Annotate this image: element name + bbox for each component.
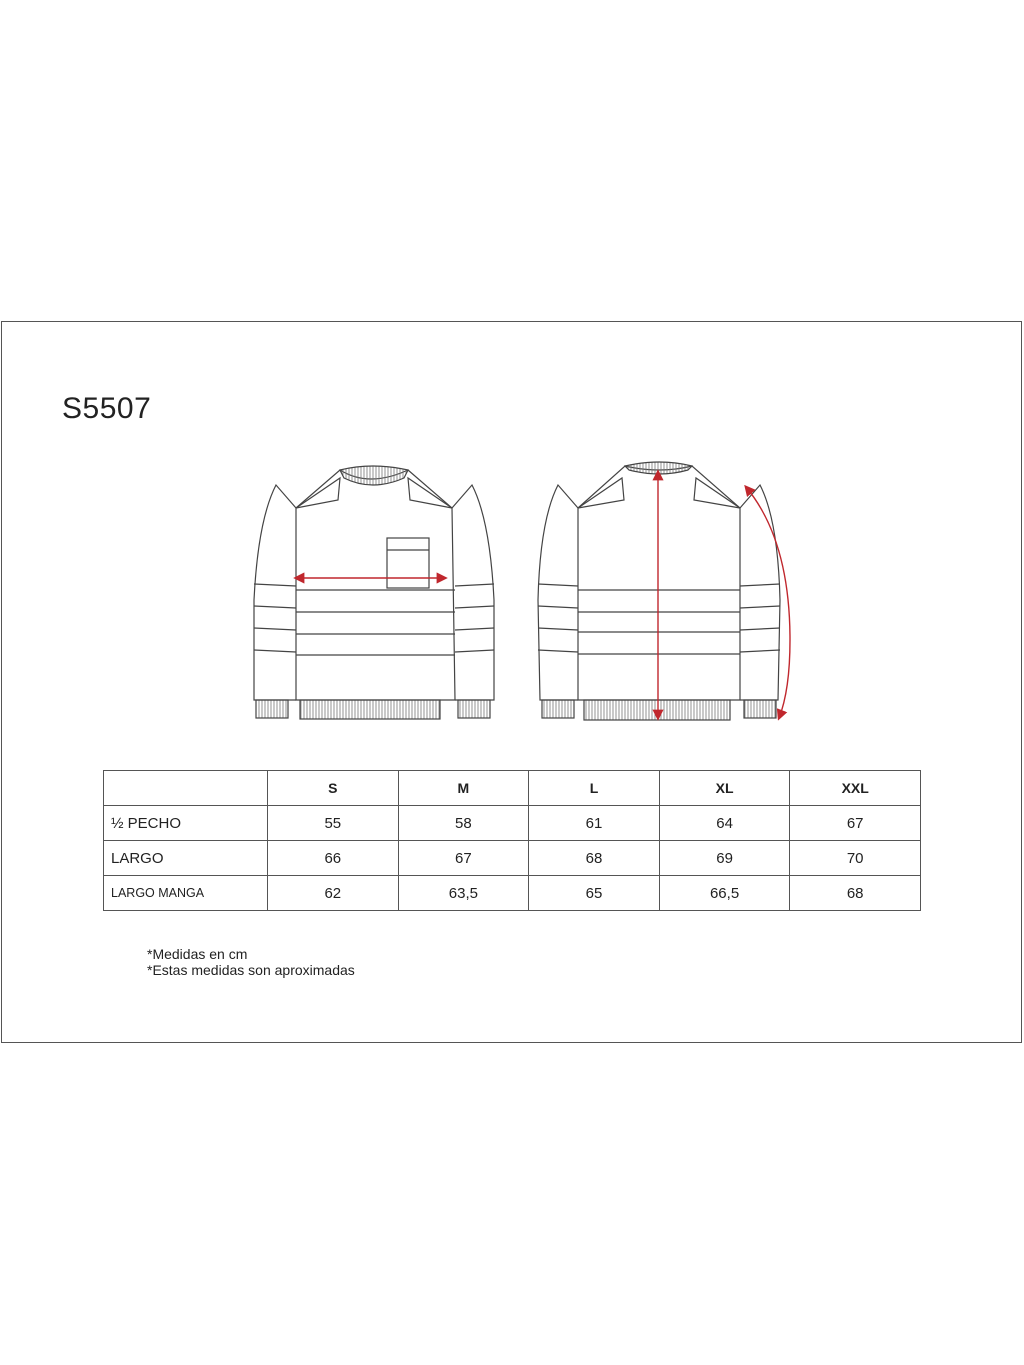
note-units: *Medidas en cm [147, 946, 248, 962]
table-cell: 64 [659, 806, 790, 841]
table-row [104, 841, 921, 876]
row-label: ½ PECHO [104, 806, 268, 841]
table-cell: 68 [790, 876, 921, 911]
sweater-back [538, 462, 780, 720]
row-label: LARGO MANGA [104, 876, 268, 911]
table-cell: 65 [529, 876, 660, 911]
table-header-cell: L [529, 771, 660, 806]
table-cell: 55 [268, 806, 399, 841]
table-header-cell: XL [659, 771, 790, 806]
table-cell: 62 [268, 876, 399, 911]
row-label: LARGO [104, 841, 268, 876]
table-cell: 70 [790, 841, 921, 876]
table-cell: 69 [659, 841, 790, 876]
garment-illustration [0, 440, 1024, 730]
table-row [104, 876, 921, 911]
table-cell: 63,5 [398, 876, 529, 911]
notes [147, 946, 355, 978]
table-cell: 67 [790, 806, 921, 841]
table-header-cell: XXL [790, 771, 921, 806]
size-table [103, 770, 921, 911]
note-approximate: *Estas medidas son aproximadas [147, 962, 355, 978]
table-cell: 58 [398, 806, 529, 841]
table-header-corner [104, 771, 268, 806]
sleeve-measure-arrow [746, 487, 790, 718]
table-cell: 61 [529, 806, 660, 841]
table-cell: 68 [529, 841, 660, 876]
table-row [104, 806, 921, 841]
product-code: S5507 [62, 392, 152, 425]
table-header-row [104, 771, 921, 806]
table-cell: 67 [398, 841, 529, 876]
sweater-front [254, 466, 494, 719]
table-header-cell: S [268, 771, 399, 806]
table-cell: 66,5 [659, 876, 790, 911]
table-cell: 66 [268, 841, 399, 876]
table-header-cell: M [398, 771, 529, 806]
